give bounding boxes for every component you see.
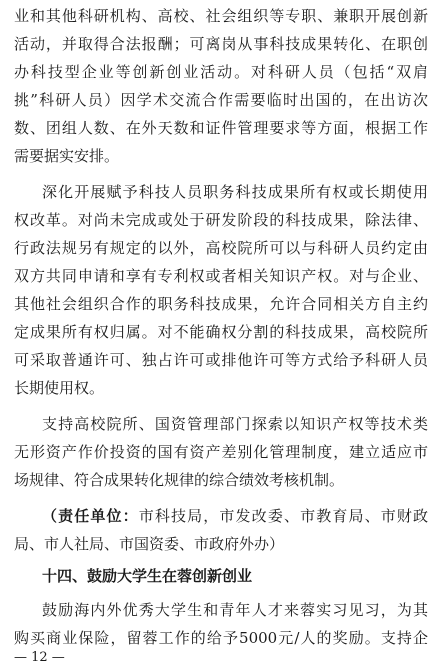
paragraph-line: 权改革。对尚未完成或处于研发阶段的科技成果，除法律、 (14, 211, 428, 229)
paragraph-line: 购买商业保险，留蓉工作的给予5000元/人的奖励。支持企 (14, 629, 428, 647)
paragraph-line: 办科技型企业等创新创业活动。对科研人员（包括“双肩 (14, 63, 428, 81)
paragraph-line: 业和其他科研机构、高校、社会组织等专职、兼职开展创新 (14, 7, 428, 25)
paragraph-line: 行政法规另有规定的以外，高校院所可以与科研人员约定由 (14, 239, 428, 257)
paragraph-line: 双方共同申请和享有专利权或者相关知识产权。对与企业、 (14, 267, 428, 285)
responsibility-units: 市科技局，市发改委、市教育局、市财政 (138, 507, 428, 525)
paragraph-line: 鼓励海内外优秀大学生和青年人才来蓉实习见习，为其 (42, 601, 428, 619)
paragraph-line: 活动，并取得合法报酬；可离岗从事科技成果转化、在职创 (14, 35, 428, 53)
paragraph-line: 支持高校院所、国资管理部门探索以知识产权等技术类 (42, 415, 428, 433)
paragraph-line: 其他社会组织合作的职务科技成果，允许合同相关方自主约 (14, 295, 428, 313)
paragraph-line: 可采取普通许可、独占许可或排他许可等方式给予科研人员 (14, 351, 428, 369)
paragraph-line: 场规律、符合成果转化规律的综合绩效考核机制。 (14, 471, 345, 489)
paragraph-line: 需要据实安排。 (14, 147, 120, 165)
paragraph-line: 数、团组人数、在外天数和证件管理要求等方面，根据工作 (14, 119, 428, 137)
page-number: — 12 — (14, 650, 65, 665)
paragraph-line: 长期使用权。 (14, 379, 105, 397)
responsibility-line (14, 506, 428, 526)
paragraph-line: 深化开展赋予科技人员职务科技成果所有权或长期使用 (42, 183, 428, 201)
paragraph-line: 局、市人社局、市国资委、市政府外办） (14, 535, 285, 553)
section-heading: 十四、鼓励大学生在蓉创新创业 (42, 567, 253, 585)
paragraph-line: 定成果所有权归属。对不能确权分割的科技成果，高校院所 (14, 323, 428, 341)
paragraph-line: 无形资产作价投资的国有资产差别化管理制度，建立适应市 (14, 443, 428, 461)
paragraph-line: 挑”科研人员）因学术交流合作需要临时出国的，在出访次 (14, 91, 428, 109)
responsibility-label: （责任单位： (42, 507, 139, 525)
